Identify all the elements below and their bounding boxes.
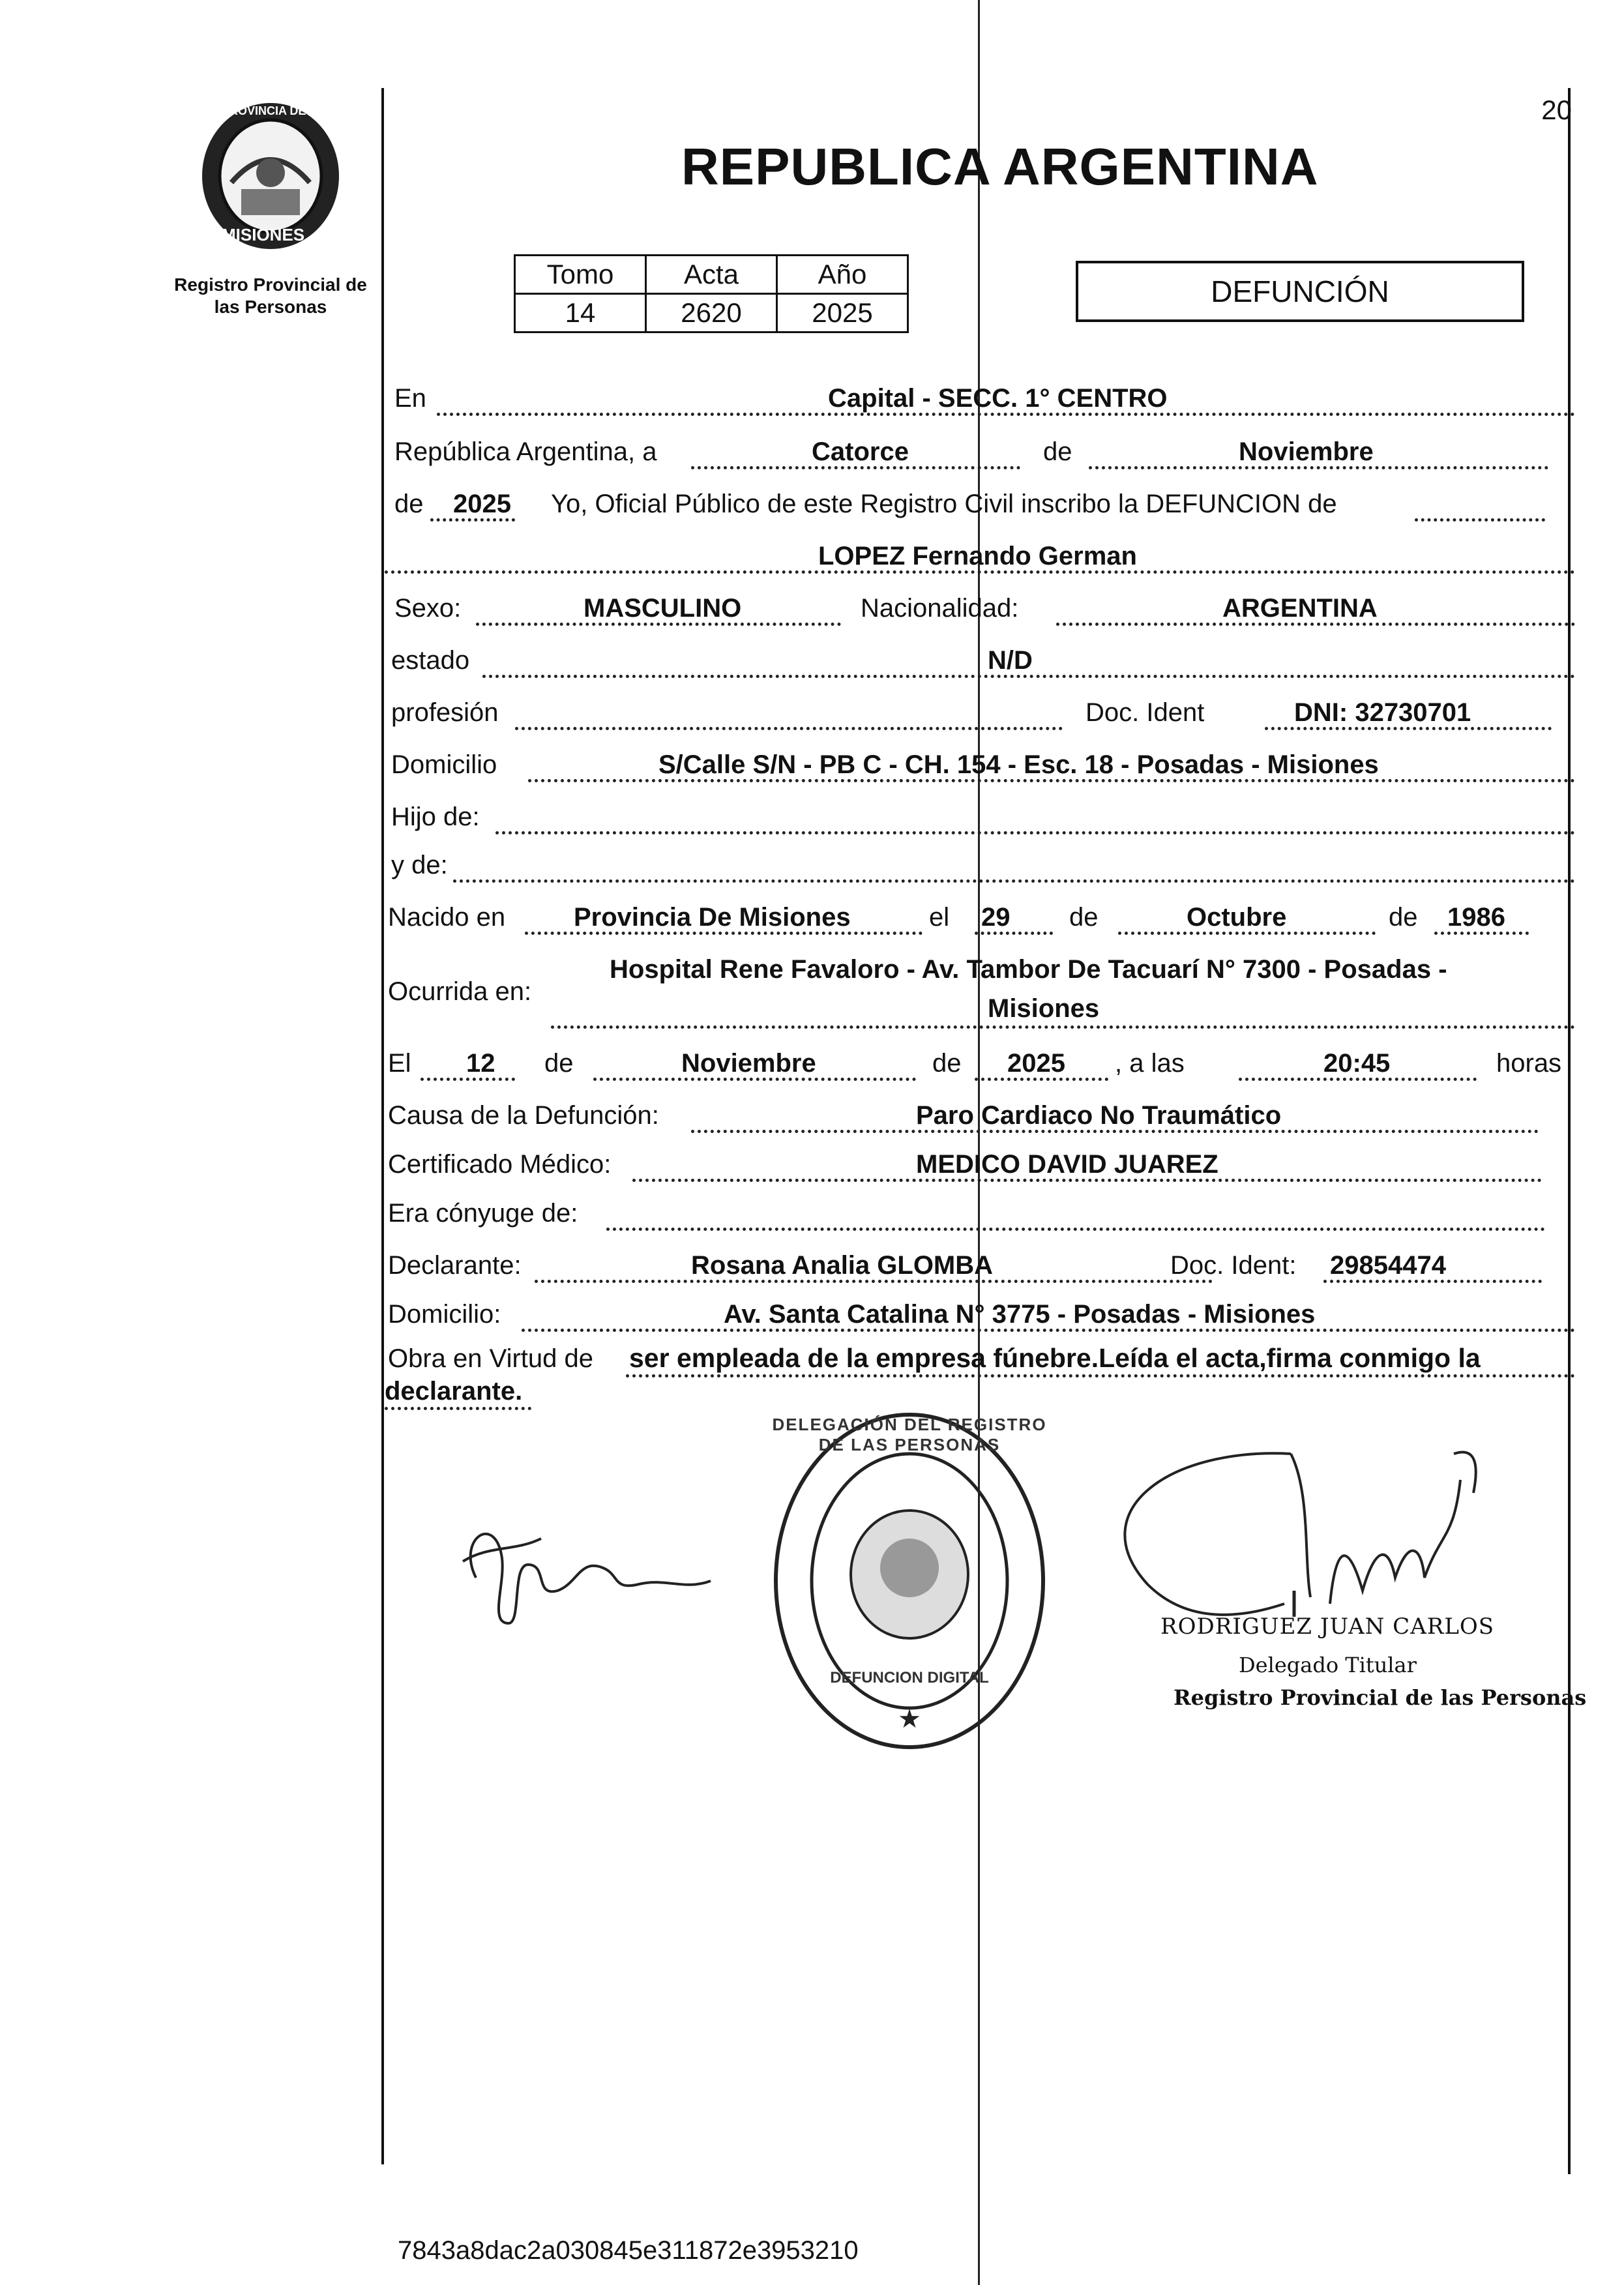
stamp-inner-text: DEFUNCION DIGITAL: [830, 1669, 989, 1687]
row-y-de: [385, 845, 1575, 884]
dotted-line: [515, 727, 1063, 730]
record-table: [514, 254, 909, 333]
document-title: REPUBLICA ARGENTINA: [681, 138, 1319, 196]
label-nacido-en: Nacido en: [388, 903, 506, 932]
tomo-header: Tomo: [515, 256, 646, 294]
label-conyuge: Era cónyuge de:: [388, 1199, 578, 1228]
row-fecha-fallecimiento: [385, 1043, 1575, 1082]
row-sexo: [385, 588, 1575, 627]
record-type-box: DEFUNCIÓN: [1076, 261, 1524, 322]
label-de: de: [394, 490, 424, 518]
value-causa: Paro Cardiaco No Traumático: [916, 1101, 1282, 1130]
row-domicilio: [385, 744, 1575, 784]
row-profesion: [385, 692, 1575, 731]
acta-value: 2620: [646, 294, 777, 332]
label-a-las: , a las: [1115, 1049, 1185, 1078]
document-hash: 7843a8dac2a030845e311872e3953210: [398, 2236, 859, 2265]
stamp-outer-text: DELEGACIÓN DEL REGISTRO DE LAS PERSONAS: [772, 1415, 1047, 1454]
label-obra-en-virtud: Obra en Virtud de: [388, 1344, 594, 1373]
signatory-name: RODRIGUEZ JUAN CARLOS: [1160, 1614, 1495, 1640]
anio-value: 2025: [777, 294, 908, 332]
signatory-role: Delegado Titular: [1239, 1653, 1417, 1677]
value-fallecimiento-anio: 2025: [1007, 1049, 1065, 1078]
row-hijo-de: [385, 797, 1575, 836]
row-domicilio-declarante: [385, 1294, 1575, 1333]
value-nombre: LOPEZ Fernando German: [818, 542, 1137, 570]
fold-line: [978, 0, 980, 2285]
row-causa: [385, 1095, 1575, 1134]
row-nombre: [385, 536, 1575, 575]
label-hijo-de: Hijo de:: [391, 803, 480, 831]
value-anio: 2025: [453, 490, 511, 518]
dotted-line: [495, 831, 1575, 834]
row-conyuge: [385, 1193, 1575, 1232]
row-ocurrida-en: [385, 945, 1575, 1030]
declarant-signature: [450, 1499, 724, 1636]
label-el-cap: El: [388, 1049, 411, 1078]
value-fallecimiento-mes: Noviembre: [681, 1049, 816, 1078]
value-declarante-domicilio: Av. Santa Catalina N° 3775 - Posadas - Misiones: [724, 1300, 1316, 1329]
value-mes: Noviembre: [1239, 437, 1374, 466]
value-obra-linea1: ser empleada de la empresa fúnebre.Leída el acta,firma conmigo la: [629, 1343, 1481, 1373]
label-domicilio: Domicilio: [391, 750, 497, 779]
value-dia-texto: Catorce: [812, 437, 909, 466]
label-de: de: [1043, 437, 1072, 466]
label-de: de: [544, 1049, 574, 1078]
row-estado: [385, 640, 1575, 679]
dotted-line: [453, 879, 1575, 883]
dotted-line: [606, 1228, 1545, 1231]
dotted-line: [1415, 518, 1545, 522]
value-sexo: MASCULINO: [583, 594, 742, 623]
value-lugar: Capital - SECC. 1° CENTRO: [828, 384, 1168, 413]
logo-top-text: PROVINCIA DE: [222, 104, 306, 117]
acta-header: Acta: [646, 256, 777, 294]
label-de: de: [932, 1049, 962, 1078]
label-yo-oficial: Yo, Oficial Público de este Registro Civil inscribo la DEFUNCION de: [551, 490, 1337, 518]
label-en: En: [394, 384, 426, 413]
label-horas: horas: [1496, 1049, 1562, 1078]
row-fecha: [385, 432, 1575, 471]
dotted-line: [626, 1374, 1575, 1378]
value-obra-linea2: declarante.: [385, 1377, 523, 1406]
tomo-value: 14: [515, 294, 646, 332]
label-causa: Causa de la Defunción:: [388, 1101, 659, 1130]
row-lugar: [385, 378, 1575, 417]
label-de: de: [1389, 903, 1418, 932]
label-nacionalidad: Nacionalidad:: [861, 594, 1019, 623]
label-republica: República Argentina, a: [394, 437, 657, 466]
value-declarante-doc: 29854474: [1330, 1251, 1446, 1280]
value-hora: 20:45: [1323, 1049, 1391, 1078]
row-certificado: [385, 1144, 1575, 1183]
label-y-de: y de:: [391, 851, 448, 879]
value-fallecimiento-dia: 12: [466, 1049, 495, 1078]
row-obra-en-virtud: [385, 1340, 1575, 1411]
value-nacimiento-anio: 1986: [1447, 903, 1505, 932]
official-stamp: [769, 1408, 1050, 1754]
logo-bottom-text: MISIONES: [222, 225, 305, 244]
value-nacimiento-dia: 29: [981, 903, 1011, 932]
value-nacido-en: Provincia De Misiones: [574, 903, 851, 932]
dotted-line: [551, 1025, 1575, 1029]
value-estado: N/D: [988, 646, 1033, 675]
label-doc-ident-colon: Doc. Ident:: [1170, 1251, 1297, 1280]
row-declarante: [385, 1245, 1575, 1284]
value-certificado: MEDICO DAVID JUAREZ: [916, 1150, 1218, 1179]
label-doc-ident: Doc. Ident: [1085, 698, 1205, 727]
page-number: 20: [1541, 95, 1572, 125]
label-el: el: [929, 903, 950, 932]
label-profesion: profesión: [391, 698, 499, 727]
dotted-line: [385, 1407, 531, 1410]
anio-header: Año: [777, 256, 908, 294]
label-certificado: Certificado Médico:: [388, 1150, 612, 1179]
row-anio: [385, 484, 1575, 523]
value-domicilio: S/Calle S/N - PB C - CH. 154 - Esc. 18 - Posadas - Misiones: [658, 750, 1379, 779]
value-documento: DNI: 32730701: [1294, 698, 1471, 727]
label-ocurrida-en: Ocurrida en:: [388, 977, 532, 1006]
value-ocurrida-linea2: Misiones: [988, 994, 1100, 1023]
left-margin-rule: [381, 88, 384, 2164]
row-nacido-en: [385, 897, 1575, 936]
value-nacionalidad: ARGENTINA: [1222, 594, 1378, 623]
label-domicilio-colon: Domicilio:: [388, 1300, 501, 1329]
value-ocurrida-linea1: Hospital Rene Favaloro - Av. Tambor De Tacuarí N° 7300 - Posadas -: [610, 955, 1447, 984]
label-de: de: [1069, 903, 1099, 932]
value-declarante: Rosana Analia GLOMBA: [691, 1251, 994, 1280]
label-estado: estado: [391, 646, 470, 675]
value-nacimiento-mes: Octubre: [1187, 903, 1287, 932]
label-declarante: Declarante:: [388, 1251, 522, 1280]
signatory-office: Registro Provincial de las Personas: [1174, 1685, 1587, 1710]
svg-text:★: ★: [898, 1705, 921, 1733]
label-sexo: Sexo:: [394, 594, 462, 623]
registry-caption: Registro Provincial de las Personas: [174, 274, 367, 317]
